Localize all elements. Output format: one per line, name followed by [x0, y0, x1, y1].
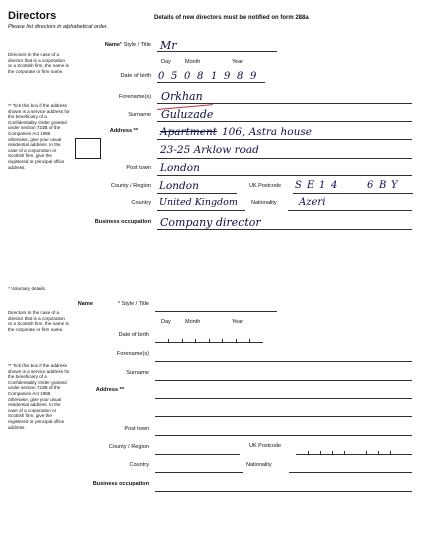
dob-digit: 1: [211, 71, 218, 82]
postcode-char: 1: [319, 180, 326, 191]
surname-label: Surname: [126, 370, 149, 376]
business-occupation-label: Business occupation: [94, 219, 151, 225]
address-label: Address **: [95, 387, 124, 393]
address-line-1-field[interactable]: [157, 139, 412, 140]
country-label: Country: [129, 462, 149, 468]
dob-divider: [209, 339, 210, 342]
surname-label: Surname: [128, 112, 151, 118]
surname-value: Guluzade: [161, 108, 214, 121]
post-town-label: Post town: [126, 165, 151, 171]
dob-divider: [236, 339, 237, 342]
service-address-tick-box[interactable]: [75, 138, 101, 159]
tick-box-side-note: ** Tick this box if the address shown is a service address for the beneficiary of a Confidentiality Order granted under section 723B of the Companies Act 1985 otherwise, give your usual residential address. In the case of a corporation or Scottish firm, give the registered or principal office address.: [8, 103, 70, 170]
postcode-divider: [308, 451, 309, 454]
postcode-char: 6: [367, 180, 374, 191]
post-town-value: London: [160, 162, 200, 174]
postcode-divider: [390, 451, 391, 454]
directors-side-note: Directors In the case of a director that is a corporation or a Scottish firm, the name is the corporate or firm name.: [8, 52, 69, 74]
dob-digit: 9: [224, 71, 231, 82]
postcode-divider: [344, 451, 345, 454]
dob-divider: [195, 339, 196, 342]
postcode-divider: [320, 451, 321, 454]
forenames-label: Forename(s): [116, 351, 149, 357]
postcode-char: Y: [391, 180, 398, 191]
day-header: Day: [161, 59, 171, 65]
dob-label: Date of birth: [118, 332, 149, 338]
country-value: United Kingdom: [159, 197, 238, 208]
address-struck-word: Apartment: [160, 126, 217, 138]
nationality-label: Nationality: [246, 462, 272, 468]
county-value: London: [159, 180, 199, 192]
style-title-value: Mr: [160, 39, 177, 52]
county-label: County / Region: [110, 183, 151, 189]
business-occupation-value: Company director: [160, 216, 261, 229]
surname-field[interactable]: [157, 121, 412, 122]
dob-digit: 9: [250, 71, 257, 82]
uk-postcode-field[interactable]: [293, 193, 413, 194]
surname-field[interactable]: [155, 380, 412, 381]
country-field[interactable]: [155, 472, 243, 473]
post-town-field[interactable]: [157, 175, 412, 176]
year-header: Year: [232, 319, 244, 325]
business-occupation-field[interactable]: [157, 229, 412, 230]
forenames-value: Orkhan: [161, 90, 203, 103]
county-field[interactable]: [155, 454, 240, 455]
nationality-label: Nationality: [251, 200, 277, 206]
style-title-label: * Style / Title: [119, 42, 151, 48]
business-occupation-field[interactable]: [155, 491, 412, 492]
county-field[interactable]: [157, 193, 237, 194]
voluntary-note: * Voluntary details.: [8, 286, 47, 291]
address-line-2-value: 23-25 Arklow road: [160, 144, 259, 156]
month-header: Month: [185, 59, 201, 65]
nationality-field[interactable]: [288, 210, 412, 211]
dob-divider: [182, 339, 183, 342]
address-line-2-field[interactable]: [155, 416, 412, 417]
dob-divider: [168, 339, 169, 342]
name-section-label: Name: [104, 42, 120, 48]
uk-postcode-field[interactable]: [296, 454, 412, 455]
style-title-field[interactable]: [155, 311, 277, 312]
forenames-label: Forename(s): [118, 94, 151, 100]
address-line-1-field[interactable]: [155, 398, 412, 399]
directors-side-note: Directors In the case of a director that is a corporation or a Scottish firm, the name is the corporate or firm name.: [8, 310, 69, 332]
dob-divider: [222, 339, 223, 342]
nationality-field[interactable]: [289, 472, 412, 473]
name-section-label: Name: [77, 301, 93, 307]
uk-postcode-label: UK Postcode: [249, 183, 282, 189]
country-label: Country: [131, 200, 151, 206]
country-field[interactable]: [157, 210, 245, 211]
dob-digit: 8: [237, 71, 244, 82]
nationality-value: Azeri: [299, 197, 326, 208]
uk-postcode-label: UK Postcode: [249, 443, 282, 449]
dob-field[interactable]: [155, 342, 263, 343]
dob-digit: 0: [184, 71, 191, 82]
page-title: Directors: [8, 10, 57, 22]
address-label: Address **: [109, 128, 138, 134]
post-town-label: Post town: [124, 426, 149, 432]
postcode-char: 4: [331, 180, 338, 191]
postcode-char: S: [295, 180, 302, 191]
postcode-divider: [366, 451, 367, 454]
address-line-2-field[interactable]: [157, 158, 412, 159]
post-town-field[interactable]: [155, 435, 412, 436]
address-line-1-value: 106, Astra house: [222, 126, 312, 138]
tick-box-side-note: ** Tick this box if the address shown is a service address for the beneficiary of a Confidentiality Order granted under section 723B of the Companies Act 1985 otherwise, give your usual residential address. In the case of a corporation or Scottish firm, give the registered or principal office address.: [8, 363, 70, 430]
business-occupation-label: Business occupation: [92, 481, 149, 487]
dob-digit: 0: [158, 71, 165, 82]
dob-digit: 5: [171, 71, 178, 82]
dob-label: Date of birth: [120, 73, 151, 79]
page-subtitle: Please list directors in alphabetical order.: [8, 24, 109, 30]
forenames-field[interactable]: [157, 103, 412, 104]
postcode-divider: [332, 451, 333, 454]
year-header: Year: [232, 59, 244, 65]
county-label: County / Region: [108, 444, 149, 450]
dob-divider: [249, 339, 250, 342]
form-notice: Details of new directors must be notified on form 288a: [154, 15, 309, 21]
style-title-label: * Style / Title: [117, 301, 149, 307]
postcode-char: B: [379, 180, 387, 191]
dob-digit: 8: [197, 71, 204, 82]
dob-field[interactable]: [157, 82, 265, 83]
day-header: Day: [161, 319, 171, 325]
postcode-char: E: [307, 180, 315, 191]
postcode-divider: [378, 451, 379, 454]
forenames-field[interactable]: [155, 361, 412, 362]
month-header: Month: [185, 319, 201, 325]
